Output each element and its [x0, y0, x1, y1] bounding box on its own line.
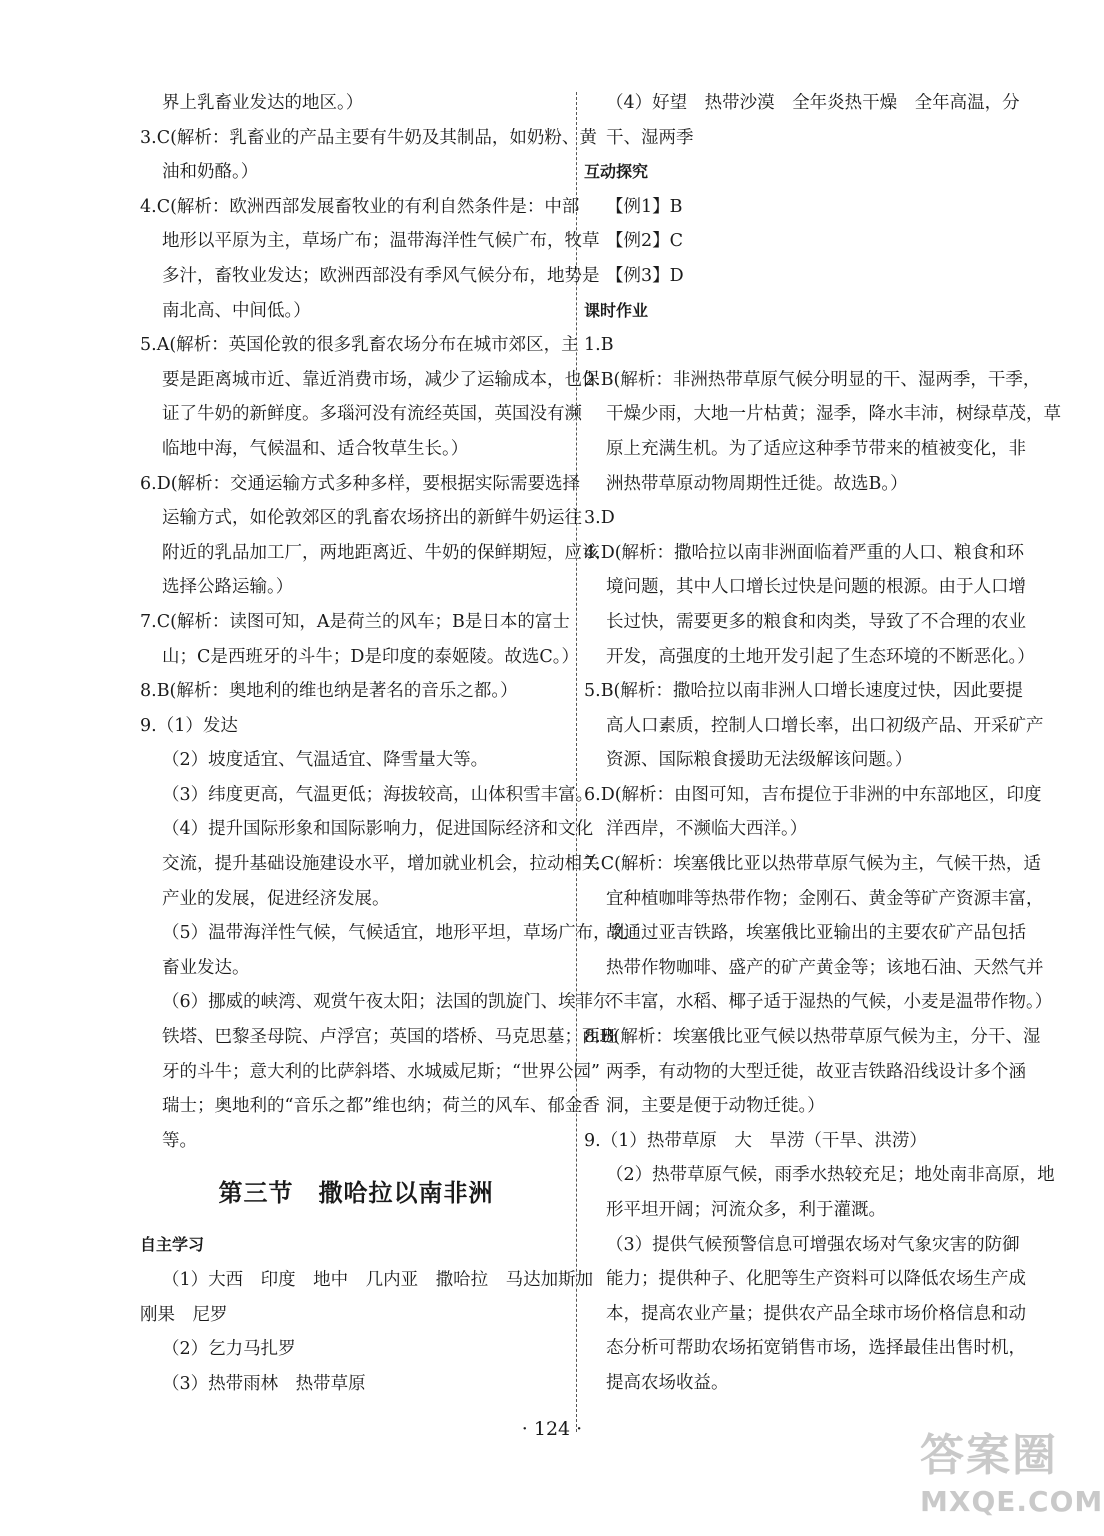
text-line: 不丰富，水稻、椰子适于湿热的气候，小麦是温带作物。） — [606, 992, 1053, 1013]
text-line: 临地中海，气候温和、适合牧草生长。） — [162, 438, 469, 459]
text-line: 2.B(解析：非洲热带草原气候分明显的干、湿两季，干季， — [584, 369, 1041, 390]
text-line: 9.（1）热带草原 大 旱涝（干旱、洪涝） — [584, 1130, 927, 1151]
text-line: 态分析可帮助农场拓宽销售市场，选择最佳出售时机， — [606, 1338, 1026, 1359]
zizhu-answers-continued — [584, 86, 1024, 155]
text-line: 【例2】C — [606, 231, 684, 252]
text-line: 宜种植咖啡等热带作物；金刚石、黄金等矿产资源丰富， — [606, 888, 1044, 909]
text-line: 形平坦开阔；河流众多，利于灌溉。 — [606, 1200, 886, 1220]
text-line: 5.B(解析：撒哈拉以南非洲人口增长速度过快，因此要提 — [584, 681, 1023, 702]
text-line: 故通过亚吉铁路，埃塞俄比亚输出的主要农矿产品包括 — [606, 923, 1026, 944]
text-line: 山；C是西班牙的斗牛；D是印度的泰姬陵。故选C。） — [162, 646, 580, 667]
text-line: 7.C(解析：读图可知，A是荷兰的风车；B是日本的富士 — [140, 611, 570, 632]
text-line: 铁塔、巴黎圣母院、卢浮宫；英国的塔桥、马克思墓；西班 — [162, 1027, 617, 1048]
text-line: 【例3】D — [606, 265, 684, 286]
text-line: 热带作物咖啡、盛产的矿产黄金等；该地石油、天然气并 — [606, 957, 1044, 978]
text-line: 畜业发达。 — [162, 957, 250, 978]
text-line: 等。 — [162, 1130, 197, 1151]
text-line: （5）温带海洋性气候，气候适宜，地形平坦，草场广布，乳 — [162, 923, 629, 944]
text-line: 洞，主要是便于动物迁徙。） — [606, 1096, 825, 1117]
text-line: （3）纬度更高，气温更低；海拔较高，山体积雪丰富。 — [162, 784, 594, 805]
text-line: 干燥少雨，大地一片枯黄；湿季，降水丰沛，树绿草茂，草 — [606, 404, 1061, 425]
watermark-logo — [920, 1430, 1104, 1530]
text-line: 附近的乳品加工厂，两地距离近、牛奶的保鲜期短，应该 — [162, 542, 600, 563]
text-line: 牙的斗牛；意大利的比萨斜塔、水城威尼斯；“世界公园” — [162, 1061, 600, 1082]
text-line: 原上充满生机。为了适应这种季节带来的植被变化，非 — [606, 438, 1026, 459]
watermark-title: 答案圈 — [920, 1430, 1058, 1481]
text-line: （2）乞力马扎罗 — [162, 1339, 296, 1360]
examples-list — [584, 190, 1024, 294]
text-line: 3.D — [584, 508, 615, 529]
text-line: （4）好望 热带沙漠 全年炎热干燥 全年高温，分 — [606, 93, 1020, 113]
text-line: 9.（1）发达 — [140, 715, 238, 736]
text-line: 本，提高农业产量；提供农产品全球市场价格信息和动 — [606, 1303, 1026, 1324]
text-line: 7.C(解析：埃塞俄比亚以热带草原气候为主，气候干热，适 — [584, 854, 1041, 875]
text-line: 长过快，需要更多的粮食和肉类，导致了不合理的农业 — [606, 611, 1026, 632]
text-line: 两季，有动物的大型迁徙，故亚吉铁路沿线设计多个涵 — [606, 1061, 1026, 1082]
text-line: 南北高、中间低。） — [162, 300, 311, 321]
text-line: 提高农场收益。 — [606, 1372, 729, 1393]
text-line: 8.B(解析：奥地利的维也纳是著名的音乐之都。） — [140, 681, 518, 702]
text-line: 瑞士；奥地利的“音乐之都”维也纳；荷兰的风车、郁金香 — [162, 1096, 600, 1117]
text-line: 多汁，畜牧业发达；欧洲西部没有季风气候分布，地势是 — [162, 265, 600, 286]
text-line: 运输方式，如伦敦郊区的乳畜农场挤出的新鲜牛奶运往 — [162, 508, 582, 529]
text-line: 油和奶酪。） — [162, 162, 259, 183]
text-line: 境问题，其中人口增长过快是问题的根源。由于人口增 — [606, 577, 1026, 598]
text-line: 选择公路运输。） — [162, 577, 294, 598]
text-line: 4.D(解析：撒哈拉以南非洲面临着严重的人口、粮食和环 — [584, 542, 1025, 563]
text-line: 【例1】B — [606, 196, 683, 217]
text-line: 5.A(解析：英国伦敦的很多乳畜农场分布在城市郊区，主 — [140, 335, 579, 356]
text-line: （4）提升国际形象和国际影响力，促进国际经济和文化 — [162, 819, 594, 840]
text-line: 开发，高强度的土地开发引起了生态环境的不断恶化。） — [606, 646, 1035, 667]
text-line: 高人口素质，控制人口增长率，出口初级产品、开采矿产 — [606, 715, 1044, 736]
column-divider — [576, 92, 577, 1432]
hudong-tanjiu-heading: 互动探究 — [584, 162, 649, 182]
text-line: 界上乳畜业发达的地区。） — [162, 93, 364, 113]
section-title: 第三节 撒哈拉以南非洲 — [218, 1179, 494, 1208]
text-line: 能力；提供种子、化肥等生产资料可以降低农场生产成 — [606, 1269, 1026, 1290]
text-line: 要是距离城市近、靠近消费市场，减少了运输成本，也保 — [162, 369, 600, 390]
text-line: 6.D(解析：交通运输方式多种多样，要根据实际需要选择 — [140, 473, 581, 494]
text-line: 刚果 尼罗 — [140, 1304, 228, 1325]
text-line: 4.C(解析：欧洲西部发展畜牧业的有利自然条件是：中部 — [140, 196, 580, 217]
text-line: 6.D(解析：由图可知，吉布提位于非洲的中东部地区，印度 — [584, 784, 1042, 805]
text-line: 8.B(解析：埃塞俄比亚气候以热带草原气候为主，分干、湿 — [584, 1027, 1041, 1048]
text-line: 洋西岸，不濒临大西洋。） — [606, 819, 808, 840]
text-line: （6）挪威的峡湾、观赏午夜太阳；法国的凯旋门、埃菲尔 — [162, 992, 611, 1013]
text-line: 资源、国际粮食援助无法级解该问题。） — [606, 750, 913, 771]
text-line: （3）热带雨林 热带草原 — [162, 1373, 366, 1394]
text-line: 证了牛奶的新鲜度。多瑙河没有流经英国，英国没有濒 — [162, 404, 582, 425]
text-line: 地形以平原为主，草场广布；温带海洋性气候广布，牧草 — [162, 231, 600, 252]
text-line: 交流，提升基础设施建设水平，增加就业机会，拉动相关 — [162, 854, 600, 875]
watermark-url: MXQE.COM — [920, 1485, 1104, 1518]
text-line: （1）大西 印度 地中 几内亚 撒哈拉 马达加斯加 — [162, 1270, 594, 1290]
text-line: （3）提供气候预警信息可增强农场对气象灾害的防御 — [606, 1234, 1020, 1255]
text-line: 产业的发展，促进经济发展。 — [162, 888, 390, 909]
zizhu-answers — [140, 1263, 594, 1401]
right-column — [584, 86, 1061, 1401]
text-line: 3.C(解析：乳畜业的产品主要有牛奶及其制品，如奶粉、黄 — [140, 127, 597, 148]
keshi-zuoye-heading: 课时作业 — [584, 300, 649, 320]
text-line: 1.B — [584, 335, 614, 356]
text-line: （2）热带草原气候，雨季水热较充足；地处南非高原，地 — [606, 1165, 1055, 1186]
text-line: 干、湿两季 — [606, 127, 694, 148]
page-number: · 124 · — [521, 1418, 583, 1440]
zizhu-xuexi-heading: 自主学习 — [140, 1235, 205, 1255]
text-line: 洲热带草原动物周期性迁徙。故选B。） — [606, 473, 908, 494]
homework-answers — [584, 328, 1061, 1400]
text-line: （2）坡度适宜、气温适宜、降雪量大等。 — [162, 750, 489, 771]
